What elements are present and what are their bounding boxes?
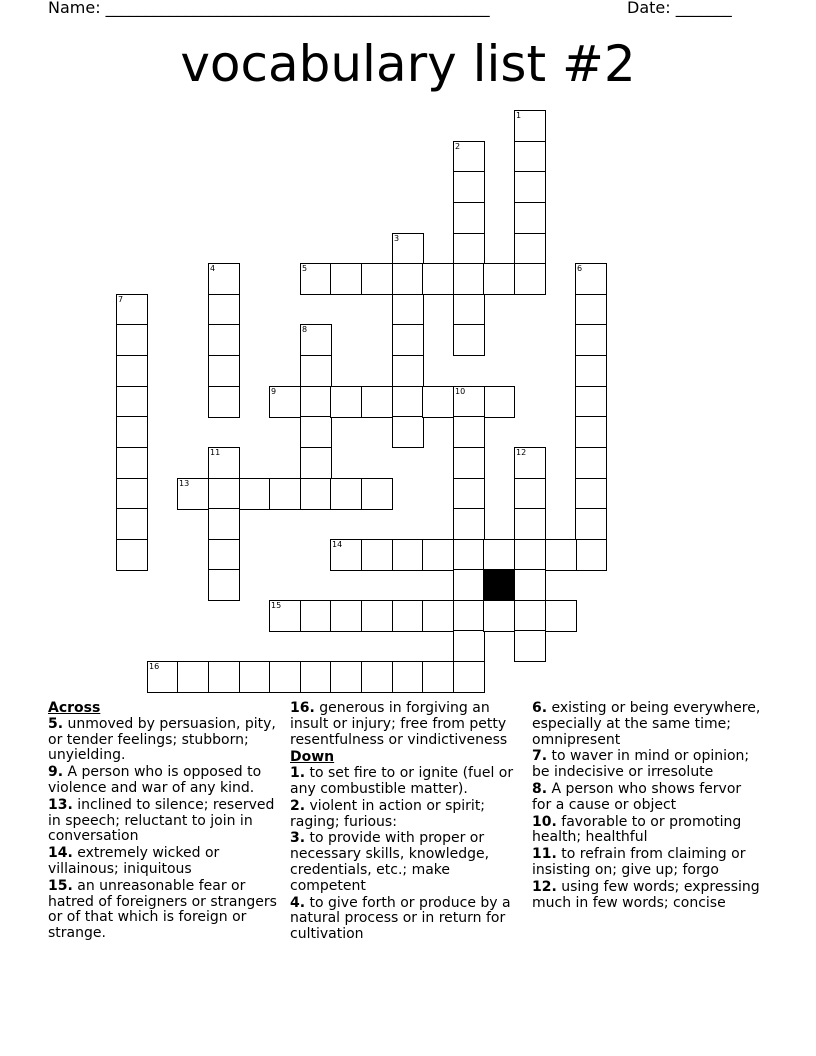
- grid-cell[interactable]: [361, 539, 393, 571]
- grid-cell[interactable]: [208, 478, 240, 510]
- grid-cell[interactable]: [208, 386, 240, 418]
- down-heading: Down: [290, 749, 335, 766]
- grid-cell[interactable]: [422, 661, 454, 693]
- grid-cell[interactable]: [575, 478, 607, 510]
- grid-cell[interactable]: [514, 630, 546, 662]
- grid-cell[interactable]: [545, 539, 577, 571]
- grid-cell[interactable]: [483, 600, 515, 632]
- cell-number: 5: [302, 264, 308, 273]
- grid-cell[interactable]: [453, 324, 485, 356]
- grid-cell[interactable]: [575, 447, 607, 479]
- grid-cell[interactable]: [392, 661, 424, 693]
- cell-number: 7: [118, 295, 124, 304]
- grid-cell[interactable]: [330, 263, 362, 295]
- black-cell: [483, 569, 515, 601]
- grid-cell[interactable]: [208, 661, 240, 693]
- grid-cell-1[interactable]: [514, 110, 546, 142]
- cell-number: 3: [394, 234, 400, 243]
- grid-cell[interactable]: [116, 539, 148, 571]
- grid-cell-16[interactable]: [147, 661, 179, 693]
- cell-number: 12: [516, 448, 527, 457]
- clue-across-9: 9. A person who is opposed to violence and war of any kind.: [48, 764, 262, 796]
- cell-number: 10: [455, 387, 466, 396]
- grid-cell[interactable]: [392, 386, 424, 418]
- grid-cell[interactable]: [269, 661, 301, 693]
- cell-number: 8: [302, 325, 308, 334]
- grid-cell[interactable]: [514, 569, 546, 601]
- grid-cell-2[interactable]: [453, 141, 485, 173]
- grid-cell[interactable]: [208, 355, 240, 387]
- grid-cell-12[interactable]: [514, 447, 546, 479]
- grid-cell[interactable]: [116, 478, 148, 510]
- grid-cell[interactable]: [453, 263, 485, 295]
- grid-cell[interactable]: [575, 324, 607, 356]
- grid-cell[interactable]: [575, 386, 607, 418]
- grid-cell[interactable]: [300, 447, 332, 479]
- grid-cell-11[interactable]: [208, 447, 240, 479]
- grid-cell[interactable]: [453, 171, 485, 203]
- grid-cell[interactable]: [514, 233, 546, 265]
- grid-cell[interactable]: [116, 508, 148, 540]
- grid-cell[interactable]: [422, 263, 454, 295]
- grid-cell-9[interactable]: [269, 386, 301, 418]
- grid-cell[interactable]: [361, 386, 393, 418]
- grid-cell[interactable]: [116, 447, 148, 479]
- grid-cell[interactable]: [453, 508, 485, 540]
- clue-across-15: 15. an unreasonable fear or hatred of foreigners or strangers or of that which is foreign or strange.: [48, 877, 277, 942]
- grid-cell[interactable]: [575, 416, 607, 448]
- grid-cell[interactable]: [514, 202, 546, 234]
- grid-cell[interactable]: [453, 630, 485, 662]
- clue-down-10: 10. favorable to or promoting health; healthful: [532, 813, 742, 846]
- grid-cell-15[interactable]: [269, 600, 301, 632]
- grid-cell[interactable]: [116, 324, 148, 356]
- grid-cell[interactable]: [239, 661, 271, 693]
- grid-cell[interactable]: [514, 508, 546, 540]
- grid-cell-3[interactable]: [392, 233, 424, 265]
- grid-cell[interactable]: [208, 508, 240, 540]
- grid-cell[interactable]: [575, 294, 607, 326]
- cell-number: 15: [271, 601, 282, 610]
- grid-cell[interactable]: [575, 355, 607, 387]
- grid-cell[interactable]: [453, 447, 485, 479]
- grid-cell[interactable]: [575, 539, 607, 571]
- grid-cell[interactable]: [514, 478, 546, 510]
- clue-across-16: 16. generous in forgiving an insult or injury; free from petty resentfulness or vindictiveness: [290, 700, 508, 748]
- grid-cell[interactable]: [330, 600, 362, 632]
- grid-cell[interactable]: [392, 324, 424, 356]
- name-field-label[interactable]: Name: ________________________________________________: [48, 0, 490, 17]
- grid-cell[interactable]: [116, 416, 148, 448]
- grid-cell[interactable]: [453, 661, 485, 693]
- grid-cell[interactable]: [453, 478, 485, 510]
- clue-down-6: 6. existing or being everywhere, especially at the same time; omnipresent: [532, 700, 761, 748]
- grid-cell-10[interactable]: [453, 386, 485, 418]
- clue-down-12: 12. using few words; expressing much in few words; concise: [532, 878, 760, 911]
- clues-column-3: [532, 701, 762, 912]
- grid-cell[interactable]: [453, 539, 485, 571]
- cell-number: 13: [179, 479, 190, 488]
- cell-number: 4: [210, 264, 216, 273]
- grid-cell[interactable]: [208, 324, 240, 356]
- grid-cell[interactable]: [208, 539, 240, 571]
- grid-cell[interactable]: [514, 171, 546, 203]
- grid-cell[interactable]: [208, 569, 240, 601]
- grid-cell[interactable]: [361, 263, 393, 295]
- grid-cell[interactable]: [330, 386, 362, 418]
- cell-number: 11: [210, 448, 221, 457]
- grid-cell[interactable]: [300, 478, 332, 510]
- across-heading: Across: [48, 700, 101, 716]
- grid-cell[interactable]: [483, 263, 515, 295]
- grid-cell[interactable]: [483, 539, 515, 571]
- grid-cell[interactable]: [575, 508, 607, 540]
- grid-cell[interactable]: [208, 294, 240, 326]
- clue-down-11: 11. to refrain from claiming or insisting on; give up; forgo: [532, 846, 746, 878]
- grid-cell-5[interactable]: [300, 263, 332, 295]
- grid-cell[interactable]: [392, 416, 424, 448]
- grid-cell[interactable]: [422, 386, 454, 418]
- cell-number: 2: [455, 142, 461, 151]
- grid-cell[interactable]: [177, 661, 209, 693]
- grid-cell[interactable]: [453, 600, 485, 632]
- grid-cell-7[interactable]: [116, 294, 148, 326]
- grid-cell[interactable]: [300, 355, 332, 387]
- grid-cell[interactable]: [330, 478, 362, 510]
- clue-down-1: 1. to set fire to or ignite (fuel or any combustible matter).: [290, 765, 514, 797]
- clues-column-1: [48, 701, 284, 943]
- grid-cell[interactable]: [300, 600, 332, 632]
- cell-number: 9: [271, 387, 277, 396]
- clue-down-4: 4. to give forth or produce by a natural process or in return for cultivation: [290, 894, 511, 943]
- grid-cell[interactable]: [239, 478, 271, 510]
- grid-cell[interactable]: [483, 386, 515, 418]
- grid-cell[interactable]: [514, 539, 546, 571]
- grid-cell[interactable]: [361, 661, 393, 693]
- grid-cell[interactable]: [361, 600, 393, 632]
- cell-number: 16: [149, 662, 160, 671]
- grid-cell[interactable]: [453, 416, 485, 448]
- clue-down-2: 2. violent in action or spirit; raging; furious:: [290, 797, 486, 830]
- grid-cell[interactable]: [361, 478, 393, 510]
- grid-cell[interactable]: [392, 355, 424, 387]
- cell-number: 1: [516, 111, 522, 120]
- grid-cell[interactable]: [422, 600, 454, 632]
- grid-cell[interactable]: [422, 539, 454, 571]
- grid-cell[interactable]: [269, 478, 301, 510]
- grid-cell[interactable]: [392, 600, 424, 632]
- clue-down-7: 7. to waver in mind or opinion; be indecisive or irresolute: [532, 748, 750, 781]
- grid-cell[interactable]: [453, 202, 485, 234]
- grid-cell-13[interactable]: [177, 478, 209, 510]
- grid-cell[interactable]: [116, 355, 148, 387]
- grid-cell-4[interactable]: [208, 263, 240, 295]
- grid-cell-8[interactable]: [300, 324, 332, 356]
- page-title: vocabulary list #2: [180, 35, 636, 93]
- clue-down-8: 8. A person who shows fervor for a cause or object: [532, 780, 742, 813]
- grid-cell-14[interactable]: [330, 539, 362, 571]
- clue-down-3: 3. to provide with proper or necessary skills, knowledge, credentials, etc.; make competent: [290, 830, 490, 894]
- grid-cell[interactable]: [453, 569, 485, 601]
- grid-cell[interactable]: [392, 263, 424, 295]
- grid-cell[interactable]: [514, 600, 546, 632]
- clue-across-13: 13. inclined to silence; reserved in speech; reluctant to join in conversation: [48, 796, 275, 845]
- grid-cell[interactable]: [300, 661, 332, 693]
- date-field-label[interactable]: Date: _______: [627, 0, 732, 17]
- grid-cell[interactable]: [330, 661, 362, 693]
- grid-cell[interactable]: [545, 600, 577, 632]
- clue-across-14: 14. extremely wicked or villainous; iniquitous: [48, 845, 220, 877]
- grid-cell[interactable]: [514, 141, 546, 173]
- grid-cell-6[interactable]: [575, 263, 607, 295]
- grid-cell[interactable]: [300, 416, 332, 448]
- grid-cell[interactable]: [514, 263, 546, 295]
- grid-cell[interactable]: [392, 539, 424, 571]
- grid-cell[interactable]: [453, 294, 485, 326]
- cell-number: 14: [332, 540, 343, 549]
- cell-number: 6: [577, 264, 583, 273]
- clues-column-2: [290, 701, 526, 944]
- grid-cell[interactable]: [300, 386, 332, 418]
- grid-cell[interactable]: [453, 233, 485, 265]
- grid-cell[interactable]: [392, 294, 424, 326]
- clue-across-5: 5. unmoved by persuasion, pity, or tender feelings; stubborn; unyielding.: [48, 715, 276, 764]
- grid-cell[interactable]: [116, 386, 148, 418]
